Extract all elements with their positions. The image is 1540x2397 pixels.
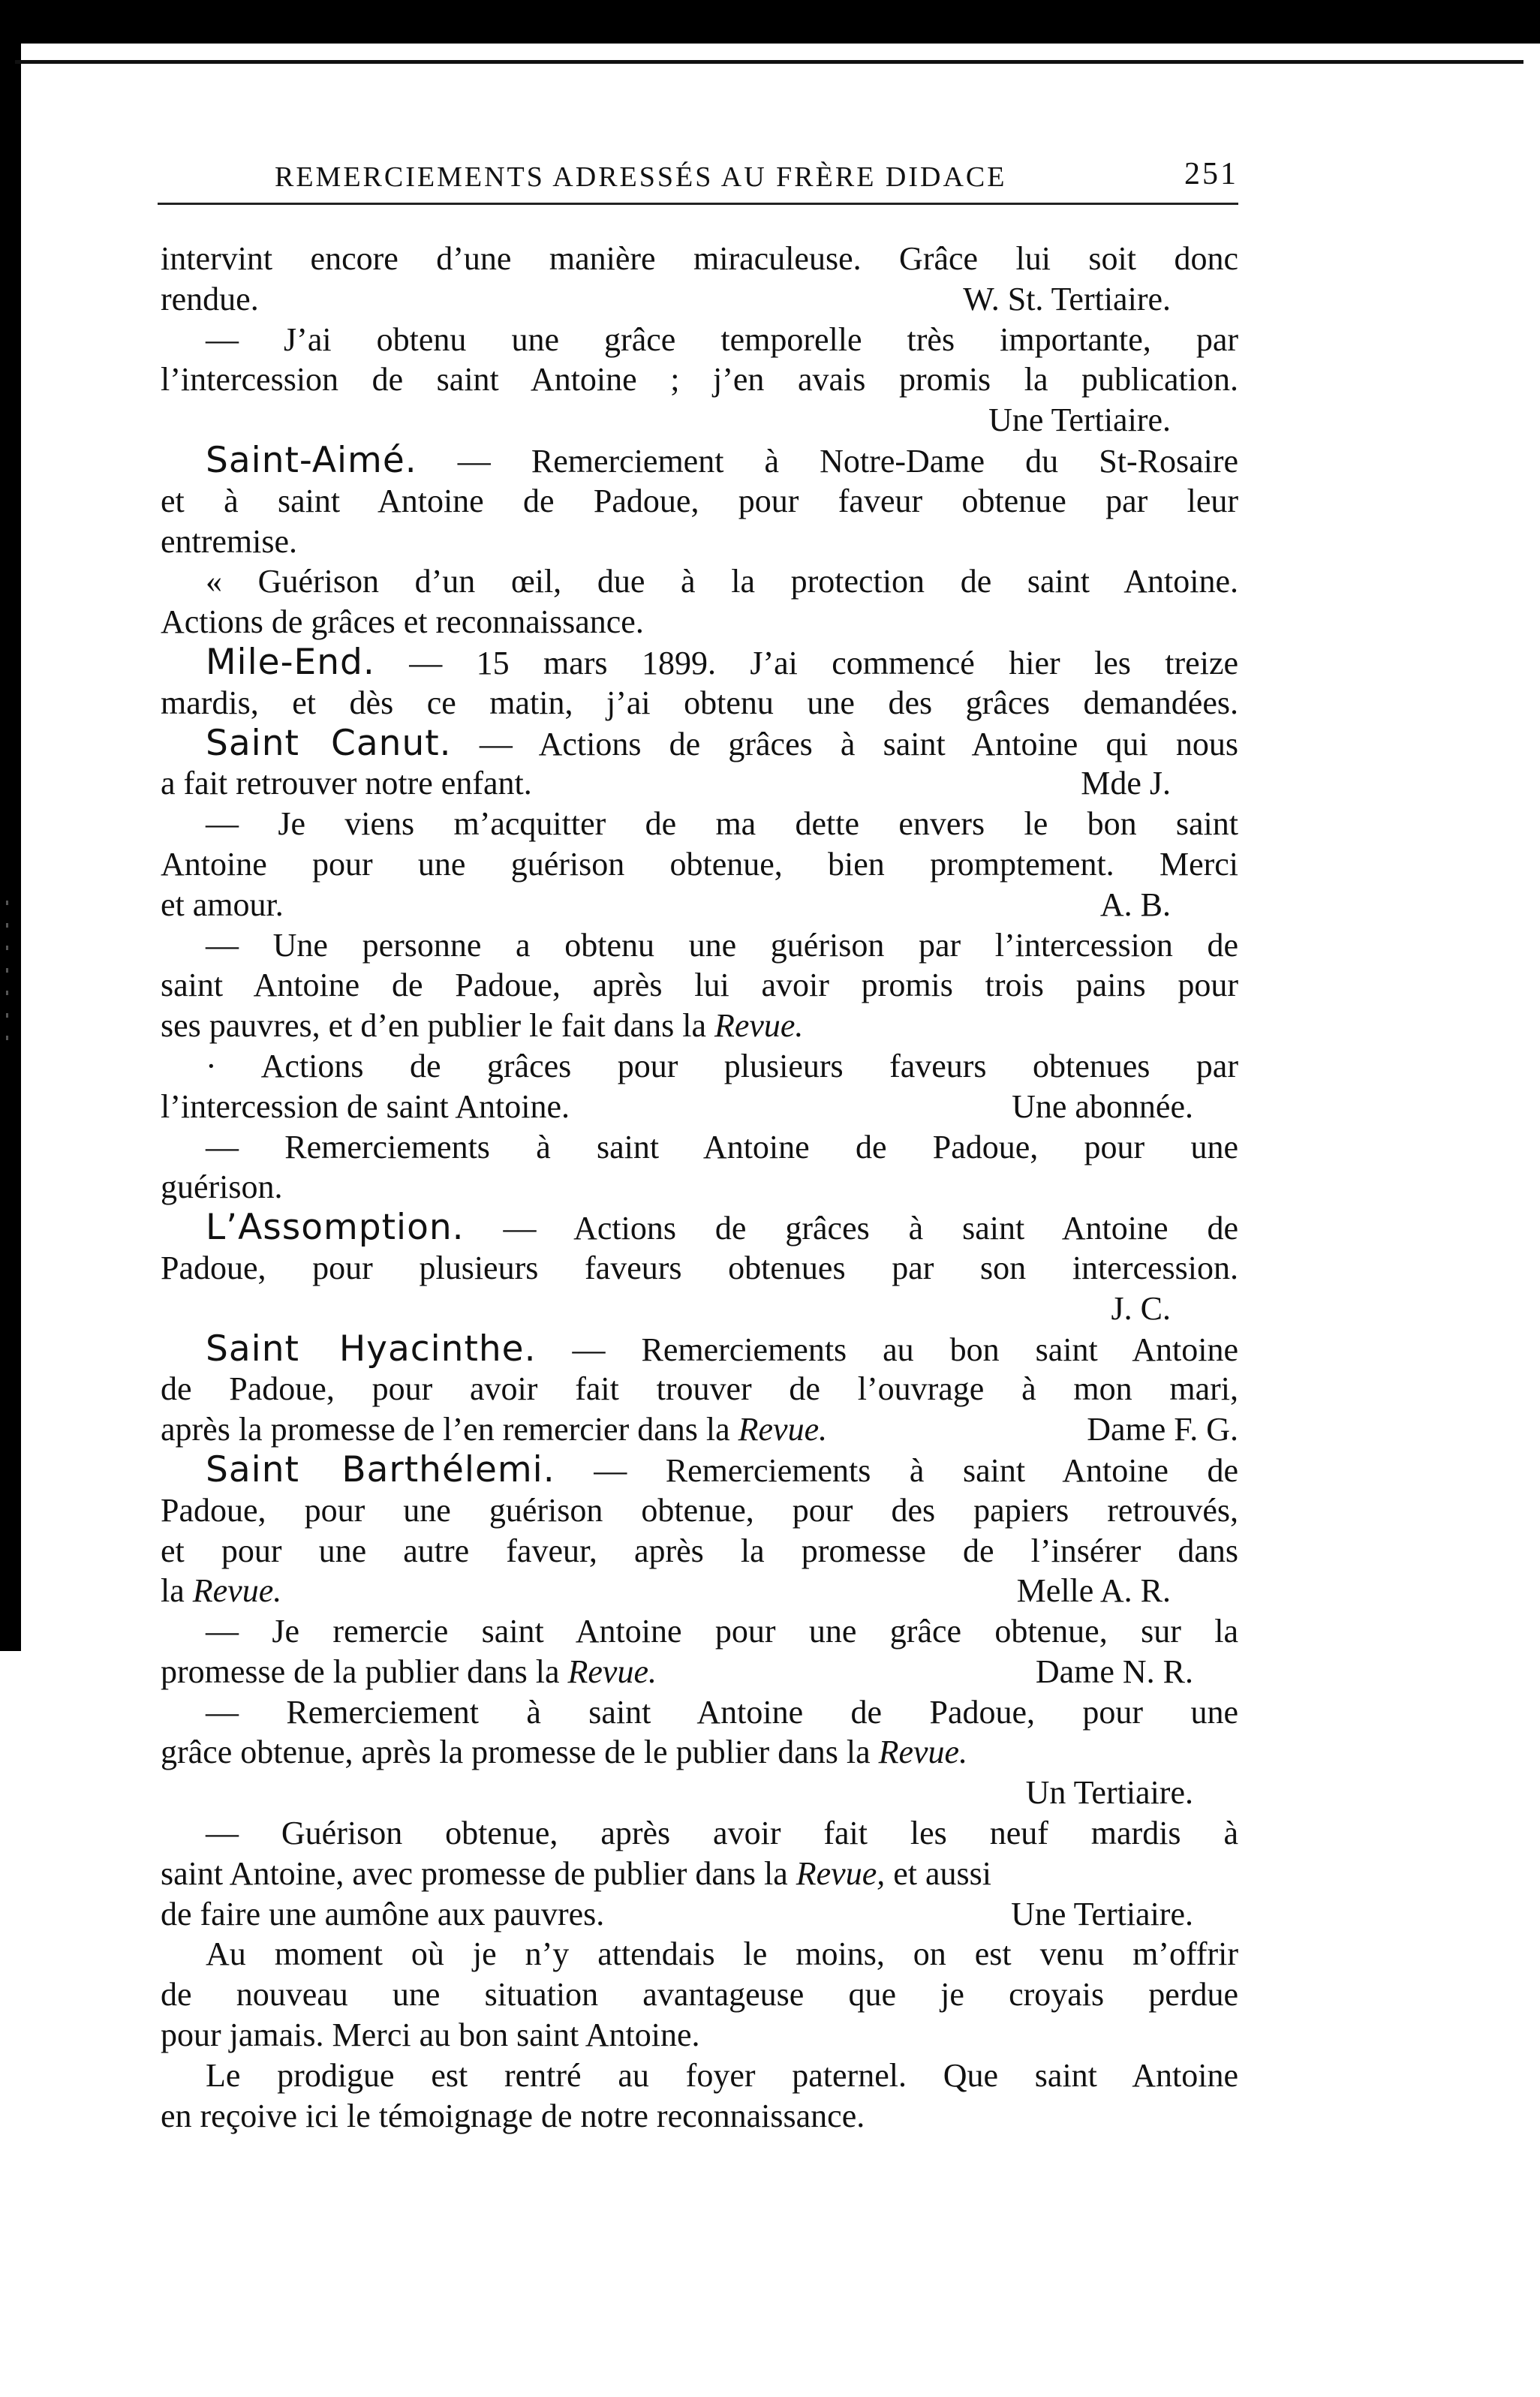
scan-border-left: [0, 0, 21, 1651]
text-line: l’intercession de saint Antoine ; j’en avais promis la publication.: [161, 361, 1238, 398]
text-line: en reçoive ici le témoignage de notre reconnaissance.: [161, 2097, 865, 2134]
scan-edge-rule: [15, 60, 1523, 64]
text-line: l’intercession de saint Antoine. Une abonnée.: [161, 1087, 1238, 1127]
signature: Une Tertiaire.: [988, 402, 1171, 439]
entry-heading-line: Saint-Aimé. — Remerciement à Notre-Dame du St-Rosaire: [206, 440, 1238, 481]
text-line: ses pauvres, et d’en publier le fait dans la Revue.: [161, 1007, 804, 1045]
text-line: Actions de grâces et reconnaissance.: [161, 603, 644, 641]
text-line: Padoue, pour une guérison obtenue, pour des papiers retrouvés,: [161, 1491, 1238, 1529]
place-name: L’Assomption.: [206, 1208, 465, 1248]
signature: Un Tertiaire.: [1025, 1774, 1193, 1812]
running-title: REMERCIEMENTS ADRESSÉS AU FRÈRE DIDACE: [275, 161, 1007, 193]
page-body: [161, 239, 1238, 2136]
text-line: · Actions de grâces pour plusieurs faveurs obtenues par: [206, 1047, 1238, 1084]
text-line: « Guérison d’un œil, due à la protection de saint Antoine.: [206, 563, 1238, 600]
text-line: — J’ai obtenu une grâce temporelle très importante, par: [206, 320, 1238, 358]
signature: Dame F. G.: [1087, 1411, 1238, 1448]
text-line: après la promesse de l’en remercier dans la Revue. Dame F. G.: [161, 1409, 1238, 1450]
text-line: guérison.: [161, 1168, 283, 1206]
text-line: [161, 400, 1238, 441]
header-rule: [158, 203, 1238, 205]
signature: A. B.: [1099, 886, 1171, 923]
text-line: a fait retrouver notre enfant. Mde J.: [161, 763, 1238, 804]
signature: Melle A. R.: [1016, 1572, 1171, 1610]
place-name: Saint Canut.: [206, 723, 452, 764]
text-line: — Remerciement à saint Antoine de Padoue, pour une: [206, 1693, 1238, 1731]
text-line: intervint encore d’une manière miraculeuse. Grâce lui soit donc: [161, 240, 1238, 277]
text-line: [161, 1289, 1238, 1329]
place-name: Saint-Aimé.: [206, 440, 417, 481]
text-line: et pour une autre faveur, après la promesse de l’insérer dans: [161, 1532, 1238, 1569]
text-line: — Une personne a obtenu une guérison par l’intercession de: [206, 926, 1238, 964]
text-line: Au moment où je n’y attendais le moins, on est venu m’offrir: [206, 1935, 1238, 1973]
entry-heading-line: Saint Barthélemi. — Remerciements à saint Antoine de: [206, 1449, 1238, 1490]
text-line: [161, 1773, 1238, 1813]
text-line: grâce obtenue, après la promesse de le publier dans la Revue.: [161, 1734, 968, 1771]
text-line: saint Antoine de Padoue, après lui avoir promis trois pains pour: [161, 967, 1238, 1004]
text-line: promesse de la publier dans la Revue. Dame N. R.: [161, 1652, 1238, 1692]
entry-heading-line: L’Assomption. — Actions de grâces à saint Antoine de: [206, 1208, 1238, 1248]
page-header: [158, 150, 1238, 195]
place-name: Saint Hyacinthe.: [206, 1328, 537, 1370]
text-line: mardis, et dès ce matin, j’ai obtenu une des grâces demandées.: [161, 684, 1238, 721]
signature: Mde J.: [1081, 765, 1171, 802]
text-line: et amour. A. B.: [161, 885, 1238, 925]
text-line: saint Antoine, avec promesse de publier dans la Revue, et aussi: [161, 1854, 991, 1892]
text-line: pour jamais. Merci au bon saint Antoine.: [161, 2017, 700, 2054]
text-line: de nouveau une situation avantageuse que je croyais perdue: [161, 1976, 1238, 2014]
entry-heading-line: Mile-End. — 15 mars 1899. J’ai commencé hier les treize: [206, 642, 1238, 683]
signature: W. St. Tertiaire.: [963, 280, 1171, 317]
text-line: — Je remercie saint Antoine pour une grâce obtenue, sur la: [206, 1613, 1238, 1650]
text-line: rendue. W. St. Tertiaire.: [161, 279, 1238, 320]
text-line: de Padoue, pour avoir fait trouver de l’ouvrage à mon mari,: [161, 1370, 1238, 1408]
place-name: Mile-End.: [206, 642, 375, 683]
text-line: entremise.: [161, 522, 298, 560]
place-name: Saint Barthélemi.: [206, 1449, 555, 1490]
text-line: de faire une aumône aux pauvres. Une Tertiaire.: [161, 1894, 1238, 1935]
text-line: Le prodigue est rentré au foyer paternel. Que saint Antoine: [206, 2056, 1238, 2094]
text-line: Antoine pour une guérison obtenue, bien promptement. Merci: [161, 845, 1238, 883]
text-line: — Remerciements à saint Antoine de Padoue, pour une: [206, 1128, 1238, 1165]
signature: J. C.: [1111, 1289, 1171, 1327]
scan-margin-specks: [6, 901, 8, 1051]
text-line: — Guérison obtenue, après avoir fait les neuf mardis à: [206, 1815, 1238, 1852]
text-line: et à saint Antoine de Padoue, pour faveur obtenue par leur: [161, 482, 1238, 519]
signature: Une abonnée.: [1012, 1087, 1193, 1125]
signature: Dame N. R.: [1035, 1653, 1193, 1690]
entry-heading-line: Saint Hyacinthe. — Remerciements au bon saint Antoine: [206, 1328, 1238, 1370]
text-line: la Revue. Melle A. R.: [161, 1571, 1238, 1611]
page-number: 251: [1184, 157, 1238, 191]
text-line: — Je viens m’acquitter de ma dette envers le bon saint: [206, 805, 1238, 843]
scan-border-top: [0, 0, 1540, 44]
entry-heading-line: Saint Canut. — Actions de grâces à saint Antoine qui nous: [206, 723, 1238, 764]
text-line: Padoue, pour plusieurs faveurs obtenues par son intercession.: [161, 1249, 1238, 1286]
signature: Une Tertiaire.: [1011, 1895, 1193, 1932]
